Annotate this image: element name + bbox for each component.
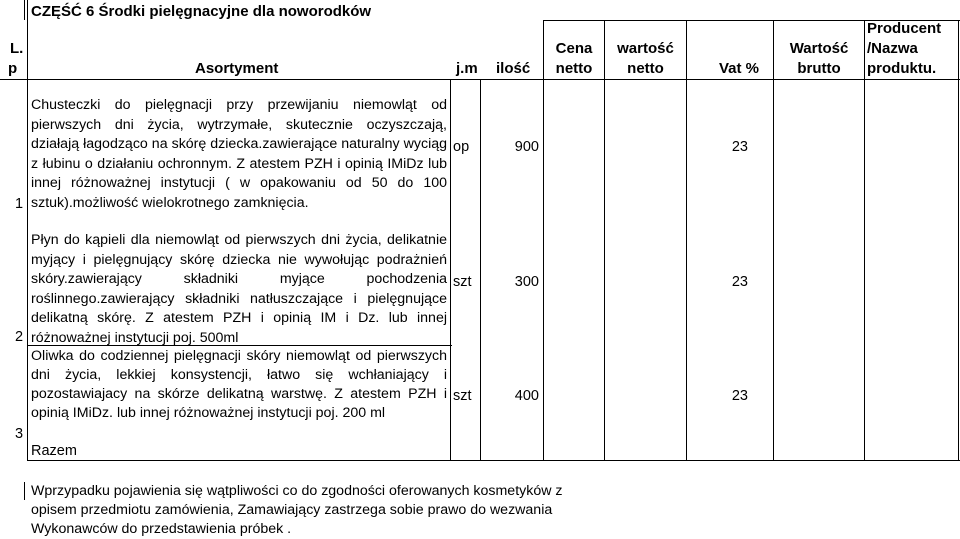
- note-bracket: [24, 482, 25, 500]
- row1-vat: 23: [731, 139, 748, 155]
- header-vat: Vat %: [719, 60, 760, 77]
- border-right: [958, 20, 959, 460]
- total-label: Razem: [31, 443, 77, 459]
- header-lp: L. p: [8, 40, 24, 77]
- header-producent: Producent /Nazwa produktu.: [867, 20, 942, 77]
- header-wartosc-brutto: Wartość brutto: [789, 40, 849, 77]
- row1-lp: 1: [15, 196, 24, 212]
- border-brutto-right: [864, 20, 865, 460]
- row3-vat: 23: [731, 388, 748, 404]
- row1-ilosc: 900: [514, 139, 539, 155]
- footer-note: Wprzypadku pojawienia się wątpliwości co do zgodności oferowanych kosmetyków z opisem przedmiotu zamówienia, Zamawiający zastrzega sobie prawo do wezwania Wykonawców do przedstawienia próbek .: [31, 483, 563, 537]
- row2-ilosc: 300: [514, 274, 539, 290]
- row2-vat: 23: [731, 274, 748, 290]
- row3-ilosc: 400: [514, 388, 539, 404]
- border-ilosc-right: [543, 20, 544, 460]
- total-bottom-line: [27, 460, 960, 461]
- row2-jm: szt: [453, 274, 472, 290]
- border-cena-right: [604, 20, 605, 460]
- row1-jm: op: [453, 139, 470, 155]
- header-cena: Cena netto: [555, 40, 593, 77]
- header-jm: j.m: [456, 60, 478, 77]
- header-asortyment: Asortyment: [195, 60, 279, 77]
- row3-description: Oliwka do codziennej pielęgnacji skóry niemowląt od pierwszych dni życia, lekkiej konsystencji, łatwo się wchłaniający i pozostawiajacy na skórze delikatną warstwę. Z atestem PZH i opinią IMiDz. lub innej różnoważnej instytucji poj. 200 ml: [31, 348, 447, 421]
- row1-description: Chusteczki do pielęgnacji przy przewijaniu niemowląt od pierwszych dni życia, wytrzymałe, skutecznie oczyszczają, działają łagodząco na skórę dziecka.zawierające naturalny wyciąg z łubinu o działaniu ochronnym. Z atestem PZH i opinią IMiDz lub innej różnoważnej instytucji ( w opakowaniu od 50 do 100 sztuk).możliwość wielokrotnego zamknięcia.: [31, 97, 447, 211]
- border-desc-right: [450, 79, 451, 460]
- border-lp-right-body: [27, 79, 28, 460]
- row3-jm: szt: [453, 388, 472, 404]
- row2-lp: 2: [15, 329, 24, 345]
- header-wartosc-netto: wartość netto: [617, 40, 674, 77]
- border-vat-right: [773, 20, 774, 460]
- row2-description: Płyn do kąpieli dla niemowląt od pierwszych dni życia, delikatnie myjący i pielęgnujący skórę dziecka nie wywołując podrażnień skóry.zawierający składniki myjące pochodzenia roślinnego.zawierający składniki natłuszczające i pielęgnujące delikatną skórę. Z atestem PZH i opinią IM i Dz. lub innej różnoważnej instytucji poj. 500ml: [31, 232, 447, 346]
- header-ilosc: ilość: [496, 60, 531, 77]
- row3-lp: 3: [15, 426, 24, 442]
- section-title: CZĘŚĆ 6 Środki pielęgnacyjne dla noworodków: [31, 3, 372, 20]
- border-lp-right: [27, 0, 28, 79]
- border-left-top: [24, 0, 25, 20]
